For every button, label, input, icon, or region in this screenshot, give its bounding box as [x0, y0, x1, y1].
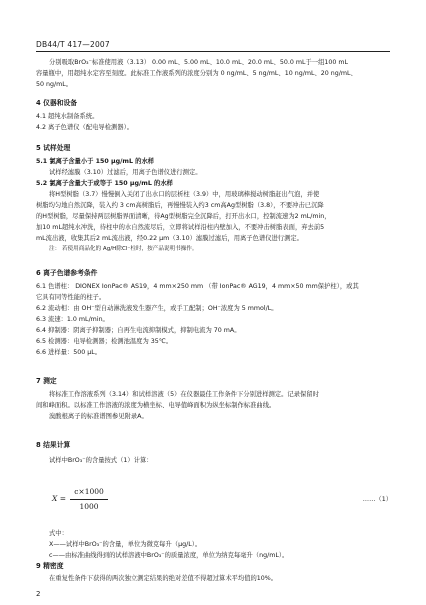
definition-x: X——试样中BrO₃⁻的含量，单位为微克每升（μg/L）。 [49, 541, 202, 548]
section-6-3: 6.3 流速：1.0 mL/min。 [36, 316, 109, 323]
section-7-line-3: 溴酸根离子的标准谱图参见附录A。 [49, 413, 148, 420]
formula-denominator: 1000 [79, 502, 99, 511]
standard-code-header: DB44/T 417—2007 [36, 40, 110, 49]
section-9-text: 在重复性条件下获得的两次独立测定结果的绝对差值不得超过算术平均值的10%。 [49, 575, 278, 582]
section-6-6: 6.6 进样量：500 μL。 [36, 349, 102, 356]
intro-line-1: 分别吸取BrO₃⁻标准使用液（3.13） 0.00 mL、5.00 mL、10.0 mL、20.0 mL、50.0 mL于一组100 mL [49, 59, 349, 66]
formula-1 [52, 484, 392, 526]
section-4 [36, 98, 392, 133]
section-8-lead: 试样中BrO₃⁻的含量按式（1）计算： [49, 457, 153, 464]
section-5-1-text: 试样经滤膜（3.10）过滤后，用离子色谱仪进行测定。 [49, 169, 202, 176]
section-4-title: 4 仪器和设备 [36, 99, 78, 107]
section-5-1-title: 5.1 氯离子含量小于 150 μg/mL 的水样 [36, 158, 155, 165]
section-8 [36, 440, 392, 466]
section-5-2-line-3: 的H型树脂，尽量保持两层树脂界面清晰，待Ag型树脂完全沉降后，打开出水口，控制流速为2 mL/min， [36, 213, 331, 220]
section-6-1-line-1: 6.1 色谱柱： DIONEX IonPac® AS19，4 mm×250 mm （带 IonPac® AG19，4 mm×50 mm保护柱），或其 [36, 283, 359, 290]
section-9 [36, 561, 392, 572]
intro-paragraph [36, 57, 392, 90]
section-5-title: 5 试样处理 [36, 144, 71, 152]
section-6-4: 6.4 抑制器：阴离子抑制器；自再生电流抑制模式，抑制电流为 70 mA。 [36, 327, 241, 334]
where-label: 式中： [49, 530, 68, 537]
formula-lhs: X = [52, 494, 67, 503]
section-6-2: 6.2 流动相：由 OH⁻型自动淋洗液发生器产生，或手工配制；OH⁻浓度为 5 mmol/L。 [36, 305, 278, 312]
section-6-5: 6.5 检测器：电导检测器；检测池温度为 35℃。 [36, 338, 173, 345]
section-5-2-line-2: 树脂均匀地自然沉降，装入约 3 cm高树脂后，再慢慢装入约3 cm高Ag型树脂（3.8），不要冲击已沉降 [36, 202, 324, 209]
section-7 [36, 376, 392, 422]
section-9-title: 9 精密度 [36, 562, 64, 570]
intro-line-2: 容量瓶中，用超纯水定容至刻度。此标准工作液系列的浓度分别为 0 ng/mL、5 ng/mL、10 ng/mL、20 ng/mL、 [36, 70, 357, 77]
intro-line-3: 50 ng/mL。 [36, 81, 73, 88]
section-6 [36, 268, 392, 358]
section-7-line-2: 间和峰面积。以标准工作溶液的浓度为横坐标、电导值峰面积为纵坐标制作标准曲线。 [36, 402, 276, 409]
formula-definitions [36, 528, 392, 561]
section-4-1: 4.1 超纯水制备系统。 [36, 113, 99, 120]
section-4-2: 4.2 离子色谱仪（配电导检测器）。 [36, 124, 134, 131]
section-5-2-title: 5.2 氯离子含量大于或等于 150 μg/mL 的水样 [36, 180, 173, 187]
section-6-1-line-2: 它具有同等性能的柱子。 [36, 294, 106, 301]
header-rule [36, 51, 390, 52]
section-8-title: 8 结果计算 [36, 441, 71, 449]
section-5 [36, 143, 392, 254]
formula-number: ……（1） [362, 496, 392, 503]
formula-fraction [70, 486, 108, 513]
formula-numerator: c×1000 [74, 487, 104, 496]
fraction-bar [70, 499, 108, 500]
page-number: 2 [36, 590, 41, 598]
section-5-2-line-1: 将H型树脂（3.7）慢慢倒入关闭了出水口的层析柱（3.9）中，用玻璃棒搅动树脂赶出气泡，并使 [49, 191, 320, 198]
section-5-2-line-5: mL流出液，收集其后2 mL流出液，经0.22 μm（3.10）滤膜过滤后，用离子色谱仪进行测定。 [36, 235, 303, 242]
section-6-title: 6 离子色谱参考条件 [36, 269, 98, 277]
definition-c: c——由标准曲线得到的试样溶液中BrO₃⁻的质量浓度，单位为纳克每毫升（ng/mL）。 [49, 552, 289, 559]
section-5-note: 注： 若使用商品化的 Ag/H除Cl⁻柱时，按产品说明书操作。 [49, 246, 198, 252]
section-5-2-line-4: 加10 mL超纯水冲洗，待柱中的水自然流尽后，立即将试样沿柱内壁加入，不要冲击树脂表面，弃去前5 [36, 224, 325, 231]
section-7-title: 7 测定 [36, 377, 57, 385]
section-7-line-1: 将标准工作溶液系列（3.14）和试样溶液（5）在仪器最佳工作条件下分别进样测定。记录保留时 [49, 391, 319, 398]
